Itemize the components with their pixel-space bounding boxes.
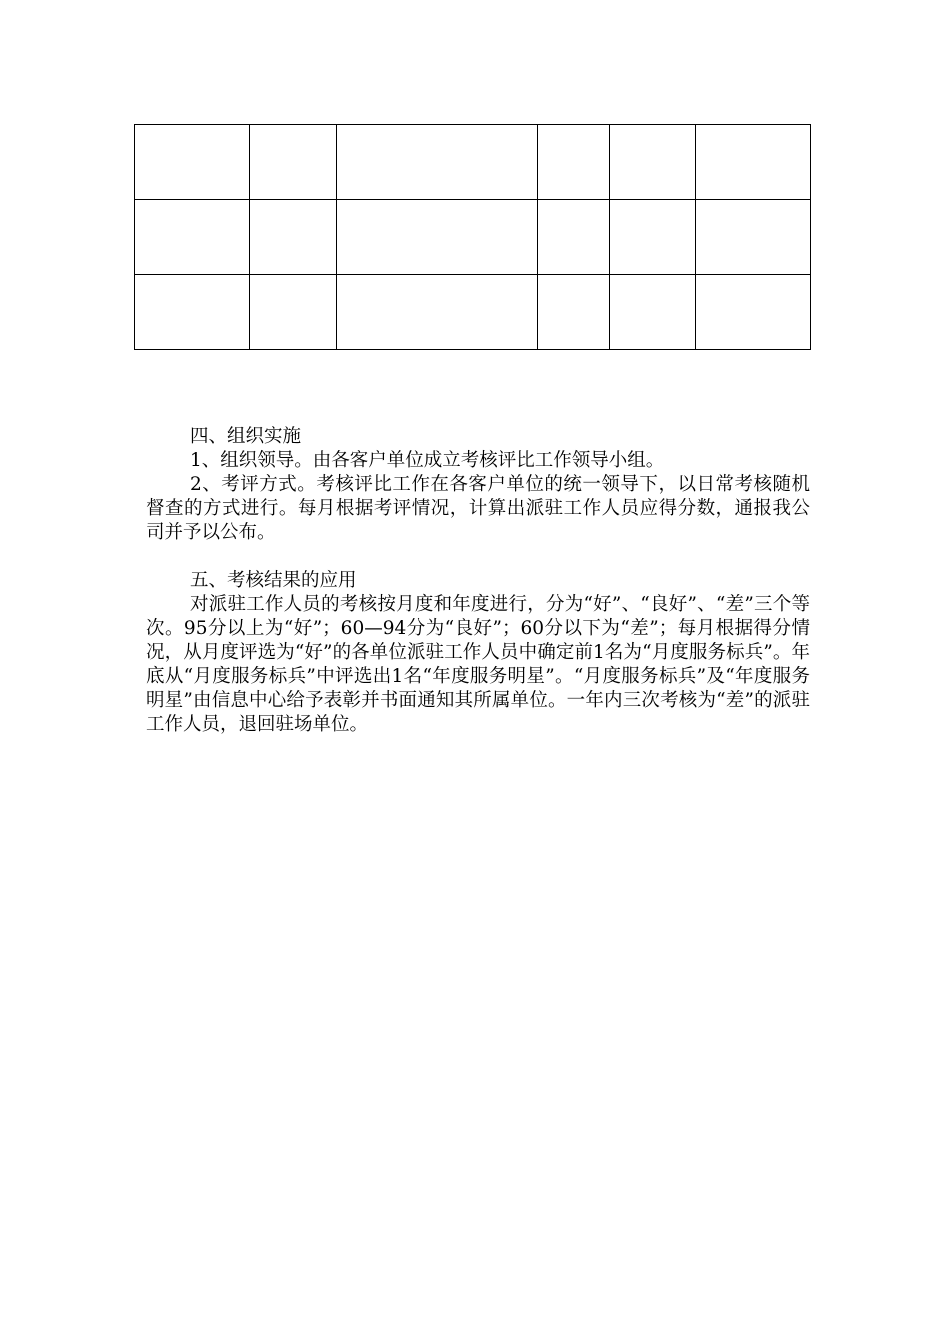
table-cell <box>135 200 250 275</box>
table-cell <box>696 125 811 200</box>
table-cell <box>610 275 696 350</box>
table-cell <box>610 125 696 200</box>
section-4-item-1: 1、组织领导。由各客户单位成立考核评比工作领导小组。 <box>190 450 665 471</box>
table-cell <box>135 125 250 200</box>
section-4-item-2: 2、考评方式。考核评比工作在各客户单位的统一领导下，以日常考核随机督查的方式进行。每月根据考评情况，计算出派驻工作人员应得分数，通报我公司并予以公布。 <box>146 474 810 543</box>
table-cell <box>538 125 610 200</box>
table-cell <box>538 275 610 350</box>
table-cell <box>696 200 811 275</box>
table-cell <box>337 200 538 275</box>
empty-table <box>134 124 811 350</box>
table-cell <box>250 200 337 275</box>
section-4-heading: 四、组织实施 <box>190 426 302 447</box>
table-cell <box>337 125 538 200</box>
table-cell <box>696 275 811 350</box>
table-cell <box>337 275 538 350</box>
table-cell <box>610 200 696 275</box>
table-cell <box>250 275 337 350</box>
paragraph-gap <box>146 545 810 569</box>
table-cell <box>250 125 337 200</box>
table-row <box>135 125 811 200</box>
table-cell <box>538 200 610 275</box>
table-row <box>135 275 811 350</box>
section-5-paragraph: 对派驻工作人员的考核按月度和年度进行，分为“好”、“良好”、“差”三个等次。95分以上为“好”；60—94分为“良好”；60分以下为“差”；每月根据得分情况，从月度评选为“好”的各单位派驻工作人员中确定前1名为“月度服务标兵”。年底从“月度服务标兵”中评选出1名“年度服务明星”。“月度服务标兵”及“年度服务明星”由信息中心给予表彰并书面通知其所属单位。一年内三次考核为“差”的派驻工作人员，退回驻场单位。 <box>146 594 810 735</box>
body-text <box>146 425 810 737</box>
table-cell <box>135 275 250 350</box>
table-row <box>135 200 811 275</box>
section-5-heading: 五、考核结果的应用 <box>190 570 357 591</box>
